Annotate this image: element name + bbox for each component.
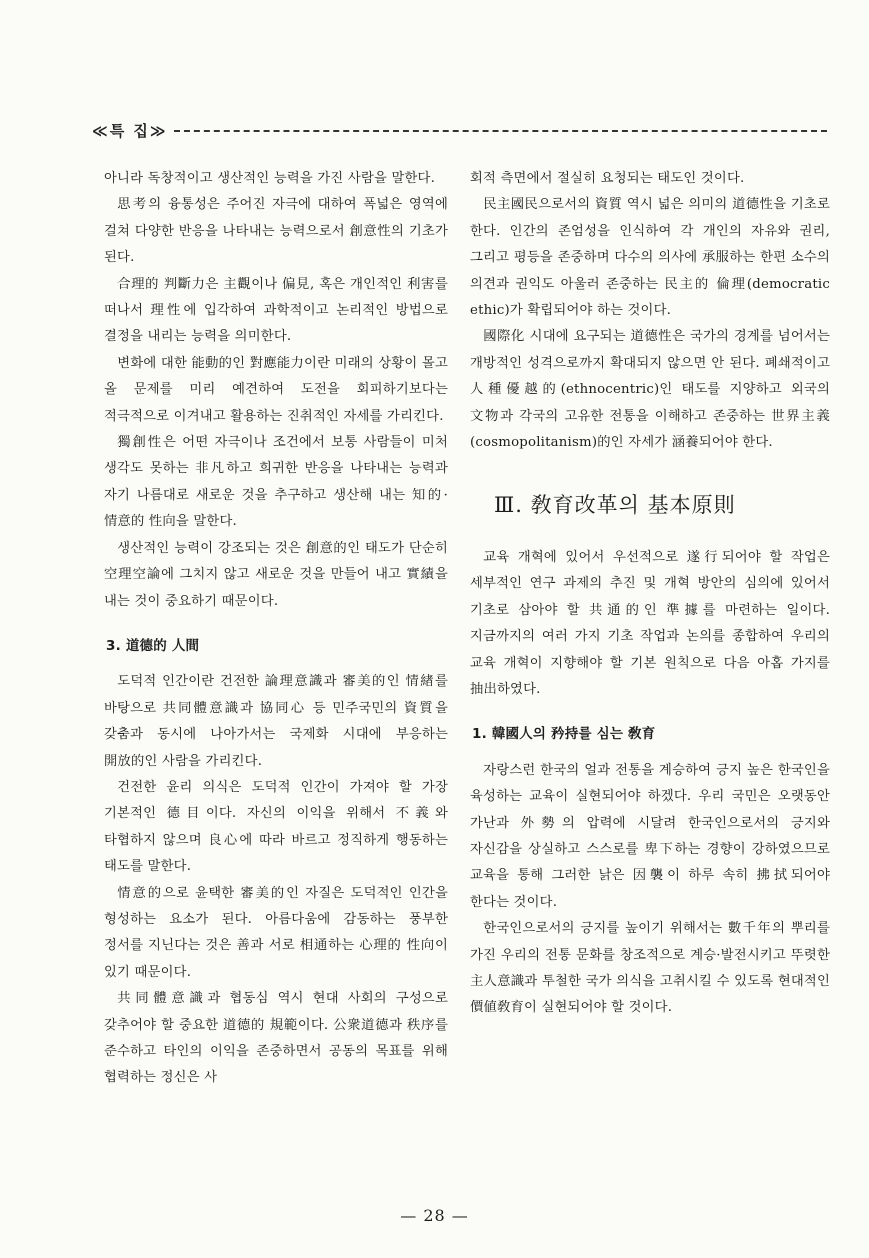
paragraph: 아니라 독창적이고 생산적인 능력을 가진 사람을 말한다. xyxy=(104,171,436,186)
paragraph: 共同體意識과 협동심 역시 현대 사회의 구성으로 갖추어야 할 중요한 道德的 規範이다. 公衆道德과 秩序를 준수하고 타인의 이익을 존중하면서 공동의 목표를 위해 협력하는 정신은 사 xyxy=(104,991,448,1086)
header-dashed-rule xyxy=(174,130,827,132)
subsection-heading: 1. 韓國人의 矜持를 심는 敎育 xyxy=(472,726,656,743)
paragraph: 건전한 윤리 의식은 도덕적 인간이 가져야 할 가장 기본적인 德目이다. 자신의 이익을 위해서 不義와 타협하지 않으며 良心에 따라 바르고 정직하게 행동하는 태도를 말한다. xyxy=(104,779,448,875)
section-heading: Ⅲ. 敎育改革의 基本原則 xyxy=(494,493,736,518)
paragraph: 合理的 判斷力은 主觀이나 偏見, 혹은 개인적인 利害를 떠나서 理性에 입각하여 과학적이고 논리적인 방법으로 결정을 내리는 능력을 의미한다. xyxy=(104,276,448,345)
section-label: ≪특 집≫ xyxy=(92,122,168,140)
subsection-heading: 3. 道德的 人間 xyxy=(106,637,200,654)
left-column xyxy=(104,166,448,1092)
paragraph: 한국인으로서의 긍지를 높이기 위해서는 數千年의 뿌리를 가진 우리의 전통 문화를 창조적으로 계승·발전시키고 뚜렷한 主人意識과 투철한 국가 의식을 고취시킬 수 있도록 현대적인 價値敎育이 실현되어야 할 것이다. xyxy=(470,921,830,1016)
paragraph: 獨創性은 어떤 자극이나 조건에서 보통 사람들이 미처 생각도 못하는 非凡하고 희귀한 반응을 나타내는 능력과 자기 나름대로 새로운 것을 추구하고 생산해 내는 知的·情意的 性向을 말한다. xyxy=(104,435,448,530)
paragraph: 情意的으로 윤택한 審美的인 자질은 도덕적인 인간을 형성하는 요소가 된다. 아름다움에 감동하는 풍부한 정서를 지닌다는 것은 善과 서로 相通하는 心理的 性向이 있기 때문이다. xyxy=(104,885,448,980)
paragraph: 國際化 시대에 요구되는 道德性은 국가의 경계를 넘어서는 개방적인 성격으로까지 확대되지 않으면 안 된다. 폐쇄적이고 人種優越的(ethnocentric)인 태도를 지양하고 외국의 文物과 각국의 고유한 전통을 이해하고 존중하는 世界主義(cosmopolitanism)的인 자세가 涵養되어야 한다. xyxy=(470,329,830,451)
page-number: — 28 — xyxy=(400,1206,469,1225)
paragraph: 생산적인 능력이 강조되는 것은 創意的인 태도가 단순히 空理空論에 그치지 않고 새로운 것을 만들어 내고 實績을 내는 것이 중요하기 때문이다. xyxy=(104,540,448,609)
paragraph: 民主國民으로서의 資質 역시 넓은 의미의 道德性을 기초로 한다. 인간의 존엄성을 인식하여 각 개인의 자유와 권리, 그리고 평등을 존중하며 다수의 의사에 承服하는 한편 소수의 의견과 권익도 아울러 존중하는 民主的 倫理(democratic ethic)가 확립되어야 하는 것이다. xyxy=(470,197,830,319)
paragraph: 변화에 대한 能動的인 對應能力이란 미래의 상황이 몰고 올 문제를 미리 예견하여 도전을 회피하기보다는 적극적으로 이겨내고 활용하는 진취적인 자세를 가리킨다. xyxy=(104,355,448,424)
running-header xyxy=(92,120,827,141)
paragraph: 회적 측면에서 절실히 요청되는 태도인 것이다. xyxy=(470,171,745,186)
paragraph: 자랑스런 한국의 얼과 전통을 계승하여 긍지 높은 한국인을 육성하는 교육이 실현되어야 하겠다. 우리 국민은 오랫동안 가난과 外勢의 압력에 시달려 한국인으로서의 긍지와 자신감을 상실하고 스스로를 卑下하는 경향이 강하였으므로 교육을 통해 그러한 낡은 因襲이 하루 속히 拂拭되어야 한다는 것이다. xyxy=(470,762,830,910)
paragraph: 도덕적 인간이란 건전한 論理意識과 審美的인 情緖를 바탕으로 共同體意識과 協同心 등 민주국민의 資質을 갖춤과 동시에 나아가서는 국제화 시대에 부응하는 開放的인 사람을 가리킨다. xyxy=(104,674,448,769)
paragraph: 교육 개혁에 있어서 우선적으로 遂行되어야 할 작업은 세부적인 연구 과제의 추진 및 개혁 방안의 심의에 있어서 기초로 삼아야 할 共通的인 準據를 마련하는 일이다. 지금까지의 여러 가지 기초 작업과 논의를 종합하여 우리의 교육 개혁이 지향해야 할 기본 원칙으로 다음 아홉 가지를 抽出하였다. xyxy=(470,549,830,697)
paragraph: 思考의 융통성은 주어진 자극에 대하여 폭넓은 영역에 걸쳐 다양한 반응을 나타내는 능력으로서 創意性의 기초가 된다. xyxy=(104,197,448,266)
right-column xyxy=(470,166,830,1022)
